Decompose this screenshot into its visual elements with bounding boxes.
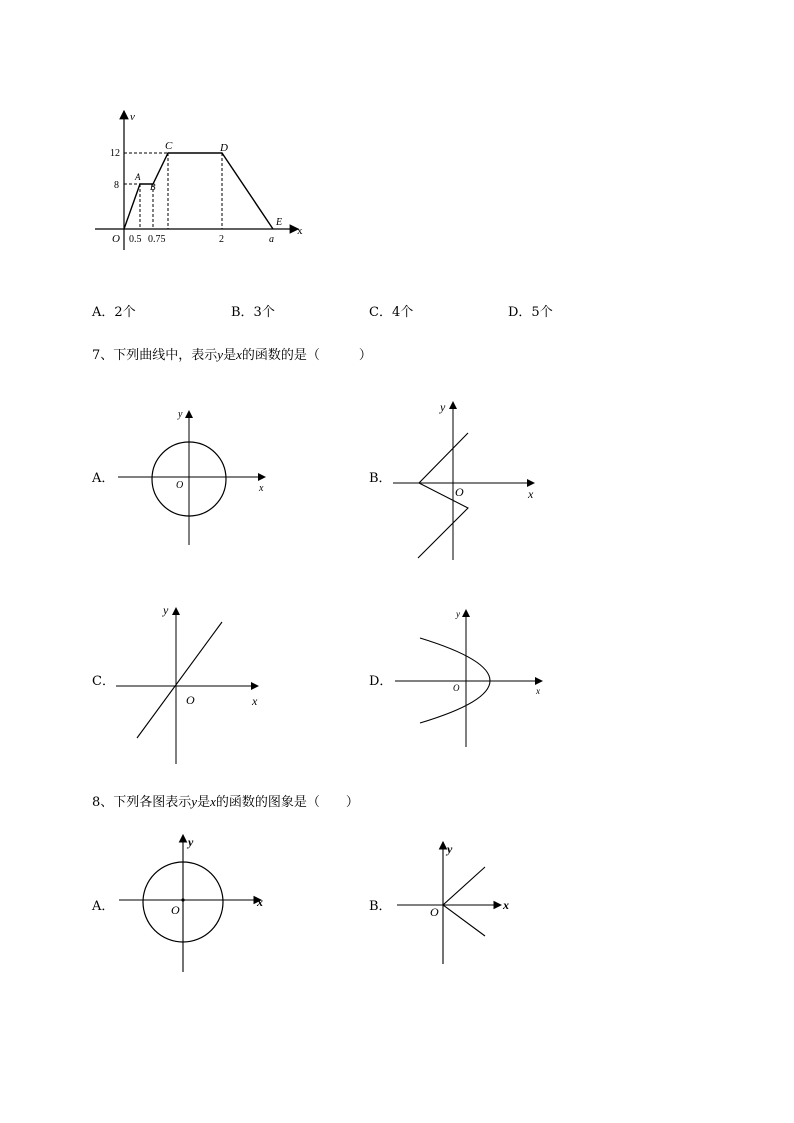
q7a-x-label: x [259, 483, 264, 494]
q7b-x-label: x [528, 487, 534, 501]
q6-option-a: A．2个 [92, 305, 136, 320]
q8-var-x: x [210, 794, 216, 809]
q8-label-b: B． [369, 899, 392, 914]
q6-option-b: B．3个 [231, 305, 275, 320]
q7c-x-label: x [252, 694, 258, 708]
v-axis-label: v [130, 111, 135, 123]
guide-lines [124, 153, 222, 229]
q7-var-y: y [217, 347, 224, 362]
q7-var-x: x [236, 347, 242, 362]
q7-label-a: A． [92, 471, 115, 486]
point-a-label: A [135, 172, 141, 182]
q7-label-b: B． [369, 471, 392, 486]
q8b-y-label: y [447, 842, 453, 856]
q7-stem-mid: 是 [223, 348, 237, 363]
q8-stem-mid: 是 [197, 795, 211, 810]
q8-graph-b-rays [395, 840, 525, 968]
q7-graph-a-circle [110, 405, 280, 550]
q8-var-y: y [191, 794, 198, 809]
point-e-label: E [276, 217, 283, 228]
q7-label-d: D． [369, 674, 393, 689]
x-tick-0-75: 0.75 [148, 234, 166, 245]
q7a-origin-label: O [176, 480, 184, 491]
y-tick-8: 8 [114, 180, 119, 191]
q8a-x-label: x [257, 895, 263, 909]
y-tick-12: 12 [110, 148, 120, 159]
point-b-label: B [150, 182, 156, 192]
x-tick-2: 2 [219, 234, 224, 245]
x-tick-0-5: 0.5 [129, 234, 142, 245]
q8-stem-suffix: 的函数的图象是（ ） [215, 795, 359, 810]
q8b-origin-label: O [430, 905, 439, 919]
speed-time-figure [90, 105, 310, 265]
q7d-y-label: y [456, 609, 460, 619]
q7-graph-c-line [112, 600, 272, 768]
point-c-label: C [165, 140, 173, 152]
q8-stem-prefix: 8、下列各图表示 [92, 795, 192, 810]
q7-label-c: C． [92, 674, 115, 689]
q7a-y-label: y [178, 409, 183, 420]
q8b-x-label: x [503, 898, 509, 912]
q7d-origin-label: O [453, 683, 460, 693]
q8-label-a: A． [92, 899, 115, 914]
q7-stem-prefix: 7、下列曲线中，表示 [92, 348, 218, 363]
q7-graph-d-parabola [390, 605, 550, 750]
q8a-y-label: y [188, 835, 194, 849]
q7b-y-label: y [440, 400, 446, 414]
q7c-origin-label: O [186, 693, 195, 707]
point-d-label: D [220, 142, 228, 154]
q7-stem [92, 348, 372, 362]
q8-graph-a-circle [115, 832, 280, 977]
origin-label: O [112, 233, 120, 245]
q7-graph-b-sideways [388, 398, 548, 563]
q7-stem-suffix: 的函数的是（ ） [241, 348, 372, 363]
q6-option-c: C．4个 [369, 305, 414, 320]
x-axis-label: x [297, 225, 303, 237]
q8-stem [92, 795, 359, 809]
q6-option-d: D．5个 [508, 305, 553, 320]
q7b-origin-label: O [455, 485, 464, 499]
q8a-origin-label: O [171, 903, 180, 917]
q7c-y-label: y [163, 603, 169, 617]
speed-curve [124, 153, 273, 229]
q7d-x-label: x [536, 686, 540, 696]
x-end-a-label: a [269, 234, 274, 245]
